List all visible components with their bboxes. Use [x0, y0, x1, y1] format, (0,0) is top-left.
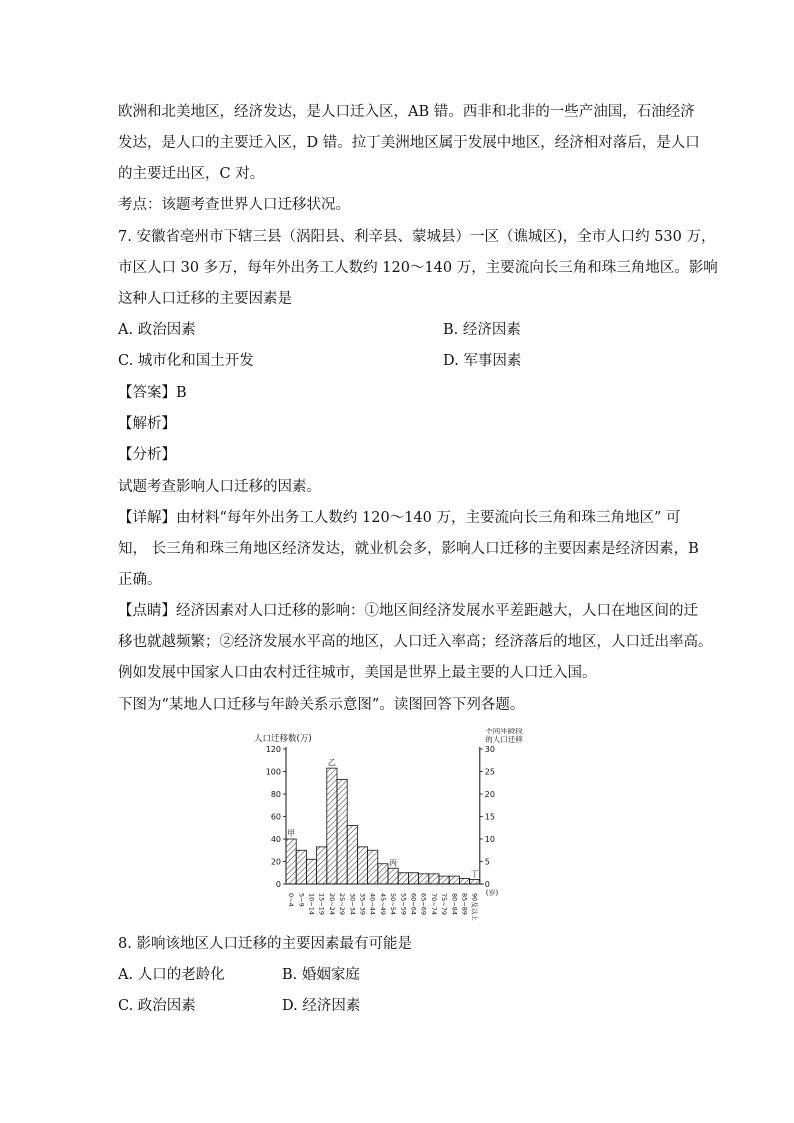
bar	[306, 859, 316, 884]
left-tick-label: 120	[265, 745, 281, 754]
q7-dianjing-line-3: 例如发展中国家人口由农村迁往城市，美国是世界上最主要的人口迁入国。	[118, 665, 597, 681]
bar-annotation: 丁	[470, 869, 479, 879]
x-tick-label: 85~89	[460, 893, 469, 915]
q7-option-a: A. 政治因素	[118, 322, 196, 338]
bar	[398, 873, 408, 884]
bar	[337, 779, 347, 884]
x-tick-label: 10~14	[307, 893, 316, 915]
bar	[470, 880, 480, 885]
left-tick-label: 20	[270, 857, 281, 867]
x-tick-label: 15~19	[317, 893, 326, 915]
bar	[408, 873, 418, 884]
left-tick-label: 60	[270, 812, 281, 822]
x-tick-label: 20~24	[327, 893, 336, 915]
q7-option-c: C. 城市化和国土开发	[118, 353, 254, 369]
bar	[459, 878, 469, 884]
right-axis-label-line-2: 的人口迁移	[485, 735, 523, 744]
q7-stem-line-1: 7. 安徽省亳州市下辖三县（涡阳县、利辛县、蒙城县）一区（谯城区)，全市人口约 530 万，	[118, 229, 716, 245]
bar	[286, 839, 296, 884]
q7-answer: 【答案】B	[118, 385, 187, 401]
right-tick-label: 15	[484, 812, 495, 822]
q7-detail-line-2: 知， 长三角和珠三角地区经济发达，就业机会多，影响人口迁移的主要因素是经济因素，B	[118, 541, 699, 557]
bar	[357, 847, 367, 884]
bar	[296, 850, 306, 884]
x-tick-label: 35~39	[358, 893, 367, 915]
x-tick-label: 30~34	[348, 893, 357, 915]
x-tick-label: 50~54	[389, 893, 398, 915]
left-tick-label: 100	[265, 767, 281, 777]
left-tick-label: 40	[270, 835, 281, 844]
x-tick-label: 70~74	[429, 893, 438, 915]
q7-detail-line-1: 【详解】由材料“每年外出务工人数约 120～140 万，主要流向长三角和珠三角地区” 可	[118, 510, 681, 526]
left-tick-label: 0	[275, 880, 281, 889]
x-tick-label: 55~59	[399, 893, 408, 915]
bar	[388, 868, 398, 884]
bar	[317, 847, 327, 884]
bar-annotation: 甲	[287, 829, 296, 838]
right-tick-label: 25	[484, 767, 495, 777]
right-axis-label-line-1: 不同年龄段	[485, 728, 523, 735]
bar	[449, 876, 459, 884]
bar	[347, 826, 357, 885]
x-tick-label: 80~84	[450, 893, 459, 915]
intro-line-1: 欧洲和北美地区，经济发达，是人口迁入区，AB 错。西非和北非的一些产油国，石油经济	[118, 104, 695, 120]
q8-option-a: A. 人口的老龄化	[118, 967, 225, 983]
q8-option-b: B. 婚姻家庭	[282, 967, 360, 983]
x-tick-label: 65~69	[419, 893, 428, 915]
bar-annotation: 丙	[389, 858, 398, 868]
bar	[327, 768, 337, 884]
x-tick-label: 40~44	[368, 893, 377, 915]
q8-option-c: C. 政治因素	[118, 998, 196, 1014]
x-tick-label: 90及以上	[470, 893, 479, 921]
right-tick-label: 20	[484, 790, 495, 799]
right-tick-label: 10	[484, 835, 495, 844]
x-tick-label: 75~79	[440, 893, 449, 915]
q8-option-d: D. 经济因素	[282, 998, 361, 1014]
q7-dianjing-line-1: 【点睛】经济因素对人口迁移的影响：①地区间经济发展水平差距越大，人口在地区间的迁	[118, 603, 698, 619]
right-tick-label: 30	[484, 745, 495, 754]
right-tick-label: 0	[484, 880, 490, 889]
migration-age-chart	[252, 728, 542, 928]
x-tick-label: 5~9	[297, 893, 306, 907]
q7-stem-line-3: 这种人口迁移的主要因素是	[118, 291, 292, 307]
bar	[419, 874, 429, 884]
chart-svg	[252, 728, 542, 928]
q7-fenxi-text: 试题考查影响人口迁移的因素。	[118, 479, 321, 495]
right-tick-label: 5	[484, 857, 490, 867]
x-unit-label: (岁)	[485, 889, 499, 897]
q7-dianjing-line-2: 移也就越频繁；②经济发展水平高的地区，人口迁入率高；经济落后的地区，人口迁出率高。	[118, 634, 713, 650]
x-tick-label: 60~64	[409, 893, 418, 915]
figure-intro: 下图为“某地人口迁移与年龄关系示意图”。读图回答下列各题。	[118, 697, 525, 713]
x-tick-label: 45~49	[378, 893, 387, 915]
q7-detail-line-3: 正确。	[118, 572, 162, 588]
x-tick-label: 0~4	[287, 893, 296, 907]
x-tick-label: 25~29	[338, 893, 347, 915]
kaodian-line: 考点：该题考查世界人口迁移状况。	[118, 197, 350, 213]
q7-jiexi-heading: 【解析】	[118, 416, 176, 432]
bar	[429, 874, 439, 884]
bar	[378, 864, 388, 884]
q7-option-d: D. 军事因素	[443, 353, 522, 369]
intro-line-3: 的主要迁出区，C 对。	[118, 166, 265, 182]
bar	[368, 850, 378, 884]
q7-fenxi-heading: 【分析】	[118, 447, 176, 463]
intro-line-2: 发达，是人口的主要迁入区，D 错。拉丁美洲地区属于发展中地区，经济相对落后，是人口	[118, 135, 700, 151]
q7-stem-line-2: 市区人口 30 多万，每年外出务工人数约 120～140 万，主要流向长三角和珠三角地区。影响	[118, 260, 718, 276]
left-axis-label: 人口迁移数(万)	[254, 734, 312, 744]
q7-option-b: B. 经济因素	[443, 322, 521, 338]
bar	[439, 876, 449, 884]
bar-annotation: 乙	[327, 758, 336, 768]
q8-stem: 8. 影响该地区人口迁移的主要因素最有可能是	[118, 936, 412, 952]
left-tick-label: 80	[270, 790, 281, 799]
